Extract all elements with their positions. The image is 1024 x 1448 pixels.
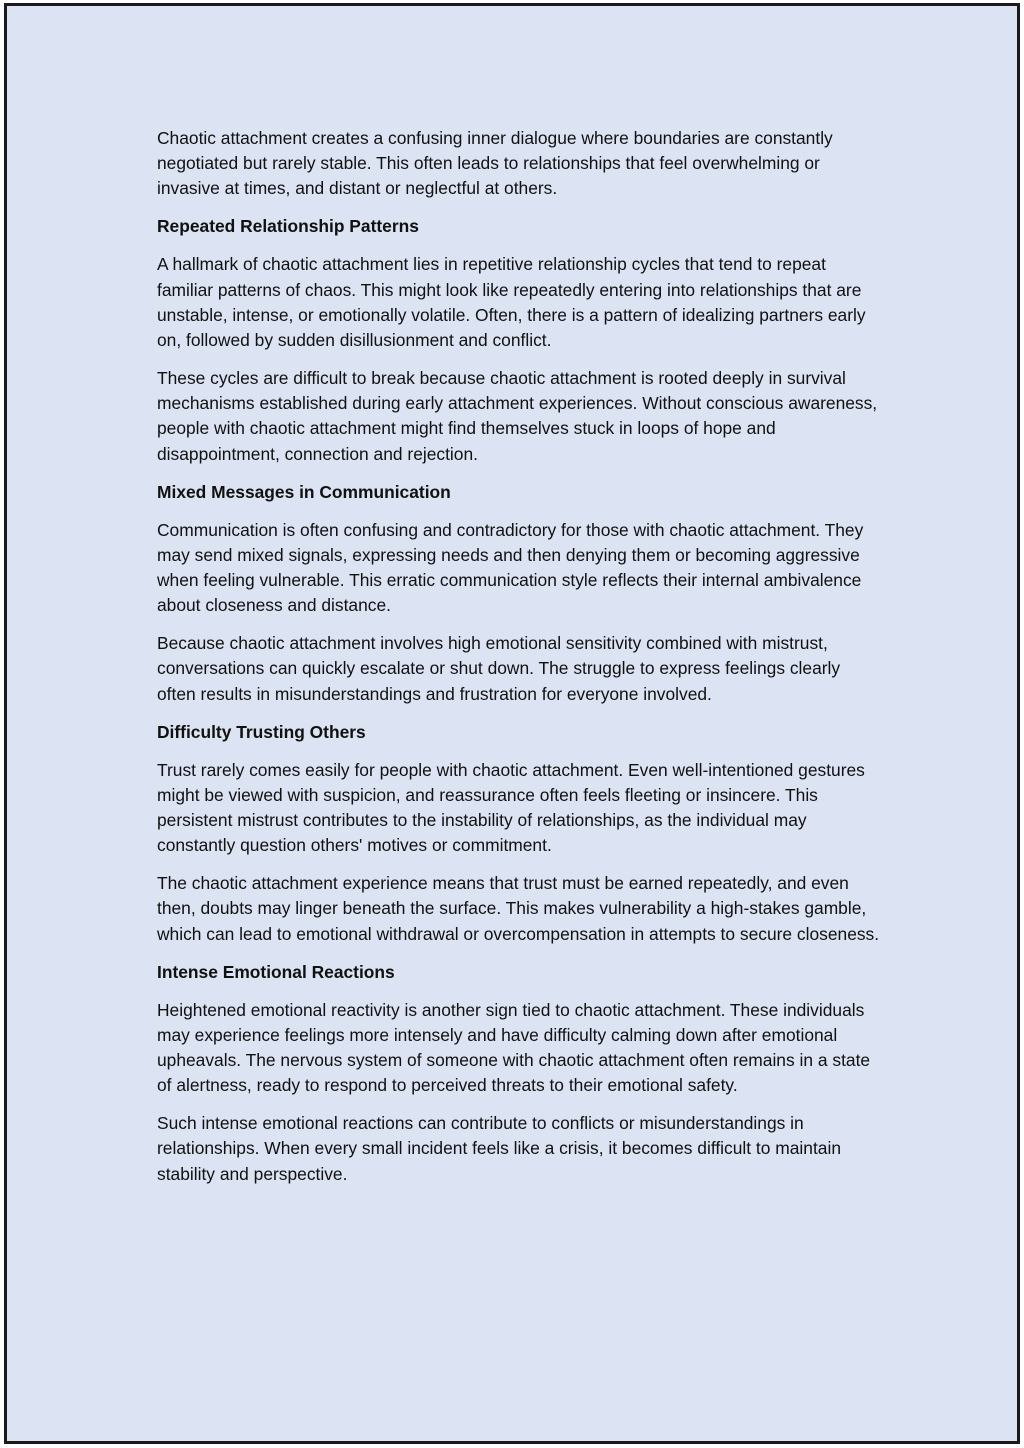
paragraph: Trust rarely comes easily for people with chaotic attachment. Even well-intentioned gestures might be viewed with suspicion, and reassurance often feels fleeting or insincere. This persistent mistrust contributes to the instability of relationships, as the individual may constantly question others' motives or commitment. xyxy=(157,759,865,856)
section-heading-mixed-messages: Mixed Messages in Communication xyxy=(157,481,451,502)
paragraph: Because chaotic attachment involves high emotional sensitivity combined with mistrust, conversations can quickly escalate or shut down. The struggle to express feelings clearly often results in misunderstandings and frustration for everyone involved. xyxy=(157,633,841,704)
paragraph: These cycles are difficult to break because chaotic attachment is rooted deeply in survival mechanisms established during early attachment experiences. Without conscious awareness, people with chaotic attachment might find themselves stuck in loops of hope and disappointment, connection and rejection. xyxy=(157,368,878,464)
paragraph: Such intense emotional reactions can contribute to conflicts or misunderstandings in relationships. When every small incident feels like a crisis, it becomes difficult to maintain stability and perspective. xyxy=(157,1113,842,1184)
paragraph: The chaotic attachment experience means that trust must be earned repeatedly, and even then, doubts may linger beneath the surface. This makes vulnerability a high-stakes gamble, which can lead to emotional withdrawal or overcompensation in attempts to secure closeness. xyxy=(157,873,880,944)
paragraph: Heightened emotional reactivity is another sign tied to chaotic attachment. These individuals may experience feelings more intensely and have difficulty calming down after emotional upheavals. The nervous system of someone with chaotic attachment often remains in a state of alertness, ready to respond to perceived threats to their emotional safety. xyxy=(157,999,871,1096)
section-heading-repeated-patterns: Repeated Relationship Patterns xyxy=(157,216,419,237)
intro-paragraph: Chaotic attachment creates a confusing inner dialogue where boundaries are constantly negotiated but rarely stable. This often leads to relationships that feel overwhelming or invasive at times, and distant or neglectful at others. xyxy=(157,128,833,199)
page-frame xyxy=(4,3,1020,1444)
document-body xyxy=(157,126,881,1200)
section-heading-emotional-reactions: Intense Emotional Reactions xyxy=(157,961,395,982)
paragraph: Communication is often confusing and contradictory for those with chaotic attachment. They may send mixed signals, expressing needs and then denying them or becoming aggressive when feeling vulnerable. This erratic communication style reflects their internal ambivalence about closeness and distance. xyxy=(157,519,864,616)
section-heading-trusting-others: Difficulty Trusting Others xyxy=(157,721,366,742)
paragraph: A hallmark of chaotic attachment lies in repetitive relationship cycles that tend to repeat familiar patterns of chaos. This might look like repeatedly entering into relationships that are unstable, intense, or emotionally volatile. Often, there is a pattern of idealizing partners early on, followed by sudden disillusionment and conflict. xyxy=(157,254,866,351)
